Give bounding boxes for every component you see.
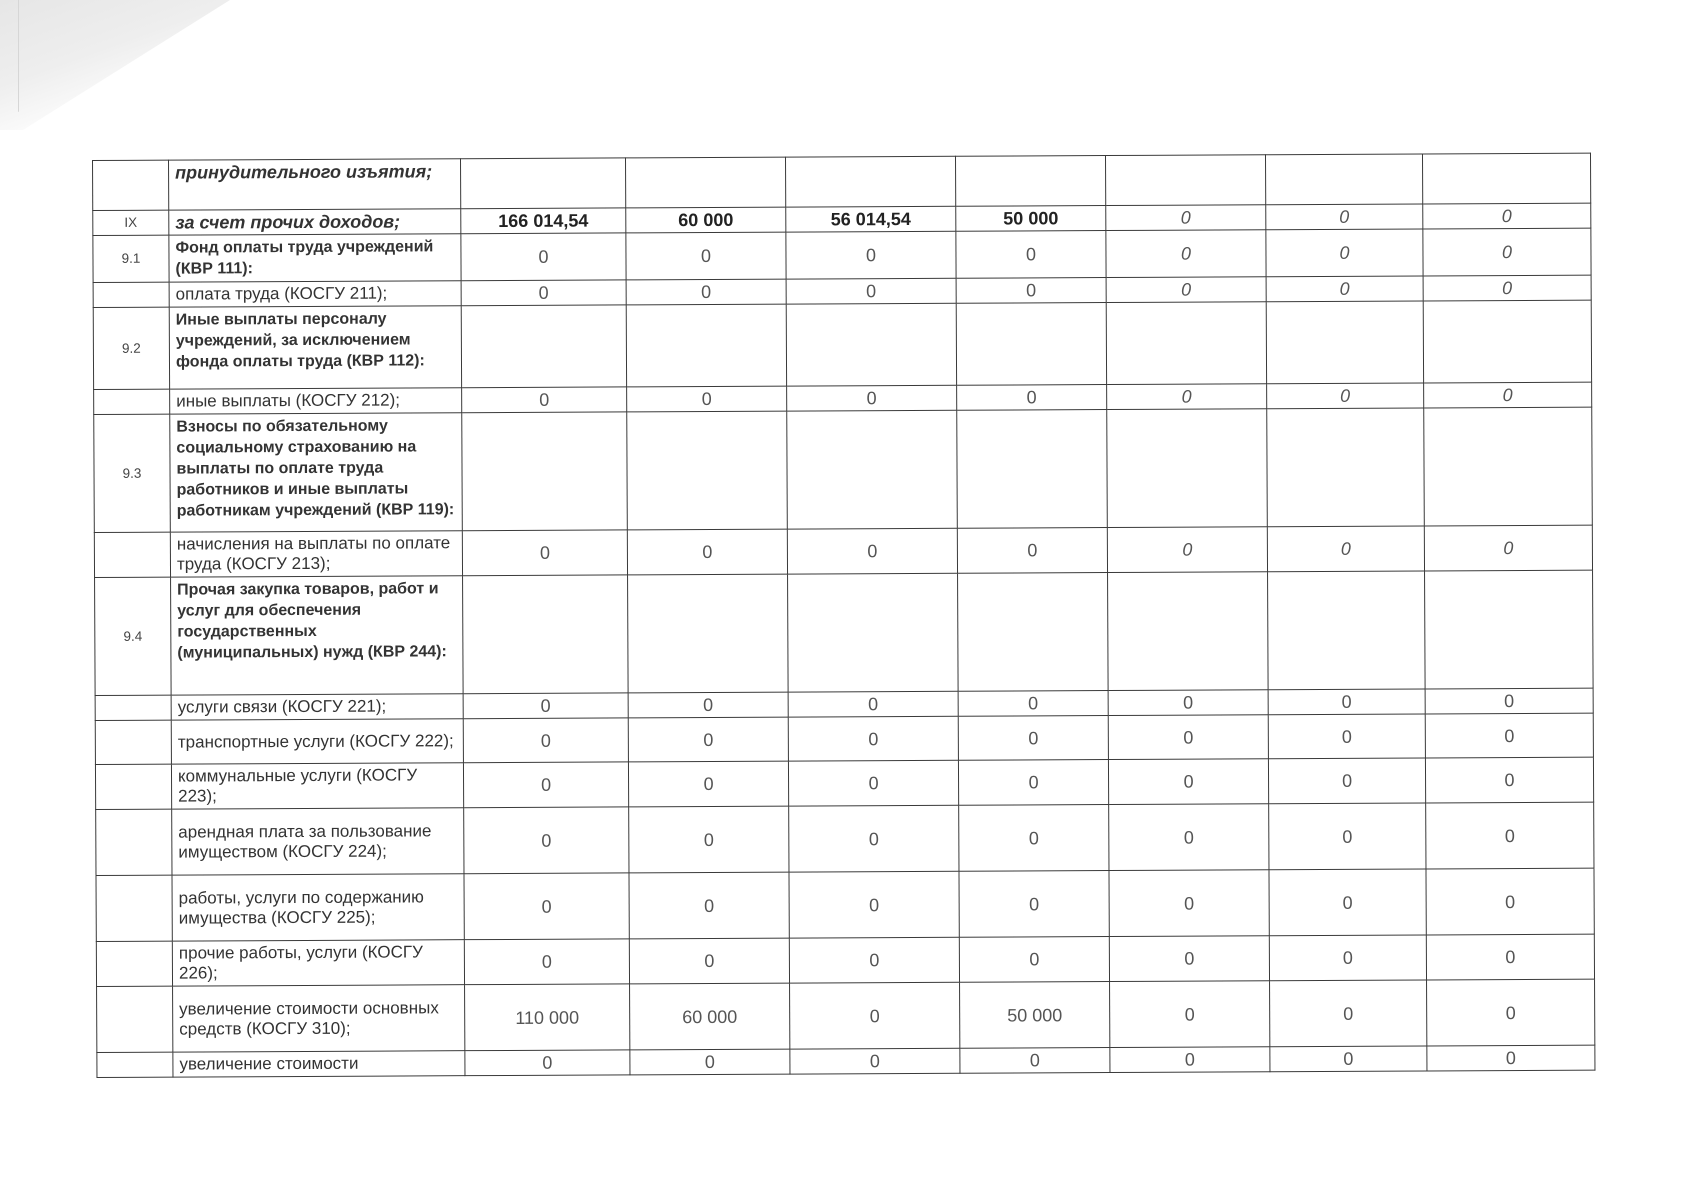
table-row [95,757,1593,809]
value-cell: 0 [787,528,957,574]
value-cell: 0 [1425,688,1593,714]
empty-cell [1107,409,1268,528]
value-cell: 0 [629,872,789,939]
value-cell: 0 [1106,277,1266,303]
empty-cell [627,411,788,530]
value-cell: 0 [462,530,627,576]
value-cell: 0 [628,717,788,762]
empty-cell [1425,570,1594,689]
table-row [95,713,1593,764]
value-cell: 0 [1109,936,1269,982]
empty-cell [957,410,1108,529]
row-number-cell [95,720,171,764]
row-label-cell: коммунальные услуги (КОСГУ 223); [171,763,463,809]
row-label-cell: арендная плата за пользование имуществом (КОСГУ 224); [172,808,464,875]
empty-cell [1267,408,1425,527]
value-cell: 0 [461,280,626,306]
row-number-cell [96,875,172,941]
value-cell: 0 [957,528,1107,574]
empty-cell [956,303,1106,386]
table-body [93,153,1595,1077]
row-number-cell: 9.1 [93,235,169,282]
row-label-cell: принудительного изъятия; [169,159,461,210]
empty-cell [955,156,1105,207]
value-cell: 0 [1269,935,1426,981]
row-number-cell [97,986,173,1052]
value-cell: 0 [958,716,1108,761]
table-row [96,868,1594,941]
value-cell: 0 [1269,803,1426,870]
value-cell: 0 [958,760,1108,806]
value-cell: 0 [1424,525,1592,571]
empty-cell [785,156,955,207]
value-cell: 0 [959,937,1109,983]
table-row [93,228,1591,282]
value-cell: 0 [627,529,787,575]
value-cell: 0 [957,385,1107,411]
value-cell: 0 [1427,1045,1595,1071]
value-cell: 0 [1266,229,1423,277]
row-number-cell [94,532,170,577]
row-label-cell: Фонд оплаты труда учреждений (КВР 111): [169,234,461,282]
row-label-cell: за счет прочих доходов; [169,209,461,235]
value-cell: 0 [1427,979,1595,1046]
empty-cell [1265,154,1422,205]
table-row [94,525,1592,577]
value-cell: 0 [789,871,959,938]
value-cell: 0 [1109,870,1269,937]
value-cell: 0 [1269,869,1426,936]
table-row [95,570,1594,695]
row-label-cell: Иные выплаты персоналу учреждений, за исключением фонда оплаты труда (КВР 112): [169,306,461,389]
row-number-cell [95,764,171,809]
value-cell: 0 [1107,384,1267,410]
value-cell: 0 [463,762,628,808]
empty-cell [1266,301,1423,384]
empty-cell [787,410,958,529]
row-number-cell [96,941,172,986]
value-cell: 0 [1106,230,1266,278]
value-cell: 0 [1108,690,1268,716]
row-label-cell: иные выплаты (КОСГУ 212); [170,388,462,414]
value-cell: 0 [788,716,958,761]
value-cell: 50 000 [960,982,1110,1049]
value-cell: 0 [786,278,956,304]
value-cell: 0 [956,231,1106,279]
value-cell: 0 [464,873,629,940]
row-number-cell [97,1052,173,1077]
table-row [97,979,1595,1052]
empty-cell [786,303,956,386]
value-cell: 0 [788,760,958,806]
row-label-cell: оплата труда (КОСГУ 211); [169,281,461,307]
value-cell: 0 [464,807,629,874]
value-cell: 0 [462,387,627,413]
value-cell: 50 000 [956,206,1106,232]
empty-cell [1424,407,1593,526]
value-cell: 0 [790,982,960,1049]
empty-cell [1108,572,1269,691]
value-cell: 0 [463,693,628,719]
table-row [94,407,1593,532]
table-row [93,153,1591,210]
row-number-cell: 9.4 [95,577,172,695]
empty-cell [462,412,628,531]
value-cell: 0 [787,385,957,411]
value-cell: 60 000 [630,983,790,1050]
value-cell: 0 [959,871,1109,938]
row-number-cell: IX [93,210,169,235]
value-cell: 0 [1266,276,1423,302]
value-cell: 0 [628,692,788,718]
empty-cell [958,573,1109,692]
value-cell: 0 [959,805,1109,872]
empty-cell [1105,155,1265,206]
row-number-cell: 9.3 [94,414,171,532]
row-number-cell [93,160,169,210]
value-cell: 0 [1268,758,1425,804]
table-row [93,300,1591,389]
value-cell: 0 [1268,714,1425,759]
value-cell: 0 [1426,802,1594,869]
row-label-cell: увеличение стоимости [173,1051,465,1077]
row-label-cell: начисления на выплаты по оплате труда (КОСГУ 213); [170,531,462,577]
value-cell: 0 [1110,981,1270,1048]
row-label-cell: работы, услуги по содержанию имущества (КОСГУ 225); [172,874,464,941]
value-cell: 0 [630,1049,790,1075]
value-cell: 0 [956,278,1106,304]
value-cell: 0 [1425,757,1593,803]
table-row [96,934,1594,986]
row-number-cell [93,282,169,307]
value-cell: 0 [461,233,626,281]
value-cell: 166 014,54 [461,208,626,234]
value-cell: 0 [1108,759,1268,805]
empty-cell [1106,302,1266,385]
value-cell: 0 [626,279,786,305]
value-cell: 0 [958,691,1108,717]
value-cell: 0 [1268,689,1425,715]
empty-cell [628,574,789,693]
value-cell: 0 [626,232,786,280]
row-label-cell: Взносы по обязательному социальному страхованию на выплаты по оплате труда работников и иные выплаты работникам учреждений (КВР 119): [170,413,463,532]
row-label-cell: услуги связи (КОСГУ 221); [171,694,463,720]
row-number-cell [95,695,171,720]
empty-cell [1268,571,1426,690]
value-cell: 0 [1423,203,1591,229]
row-label-cell: транспортные услуги (КОСГУ 222); [171,719,463,764]
row-number-cell [94,389,170,414]
empty-cell [461,305,626,388]
value-cell: 60 000 [626,207,786,233]
empty-cell [1422,153,1590,204]
value-cell: 0 [463,718,628,763]
empty-cell [1423,300,1591,383]
value-cell: 0 [1267,526,1424,572]
value-cell: 0 [1108,715,1268,760]
value-cell: 0 [1110,1047,1270,1073]
value-cell: 0 [786,231,956,279]
value-cell: 0 [1423,228,1591,276]
empty-cell [625,157,785,208]
row-label-cell: увеличение стоимости основных средств (КОСГУ 310); [173,985,465,1052]
value-cell: 56 014,54 [786,206,956,232]
row-number-cell: 9.2 [93,307,169,389]
value-cell: 0 [465,1050,630,1076]
empty-cell [463,575,629,694]
value-cell: 0 [1426,868,1594,935]
value-cell: 0 [788,691,958,717]
empty-cell [626,304,786,387]
value-cell: 0 [464,939,629,985]
value-cell: 0 [1424,382,1592,408]
empty-cell [788,573,959,692]
row-label-cell: Прочая закупка товаров, работ и услуг для обеспечения государственных (муниципальных) нужд (КВР 244): [171,576,464,695]
value-cell: 0 [628,761,788,807]
budget-table-container [92,153,1594,1078]
table-row [96,802,1594,875]
row-number-cell [96,809,172,875]
value-cell: 0 [1270,980,1427,1047]
value-cell: 0 [960,1048,1110,1074]
value-cell: 0 [1423,275,1591,301]
value-cell: 0 [790,1048,960,1074]
value-cell: 0 [629,938,789,984]
value-cell: 0 [789,805,959,872]
value-cell: 0 [1267,383,1424,409]
row-label-cell: прочие работы, услуги (КОСГУ 226); [172,940,464,986]
value-cell: 0 [789,937,959,983]
value-cell: 110 000 [465,984,630,1051]
value-cell: 0 [1109,804,1269,871]
empty-cell [460,158,625,209]
value-cell: 0 [1106,205,1266,231]
value-cell: 0 [1266,204,1423,230]
value-cell: 0 [1107,527,1267,573]
value-cell: 0 [627,386,787,412]
value-cell: 0 [1425,713,1593,758]
value-cell: 0 [629,806,789,873]
value-cell: 0 [1426,934,1594,980]
value-cell: 0 [1270,1046,1427,1072]
budget-table [92,153,1595,1078]
